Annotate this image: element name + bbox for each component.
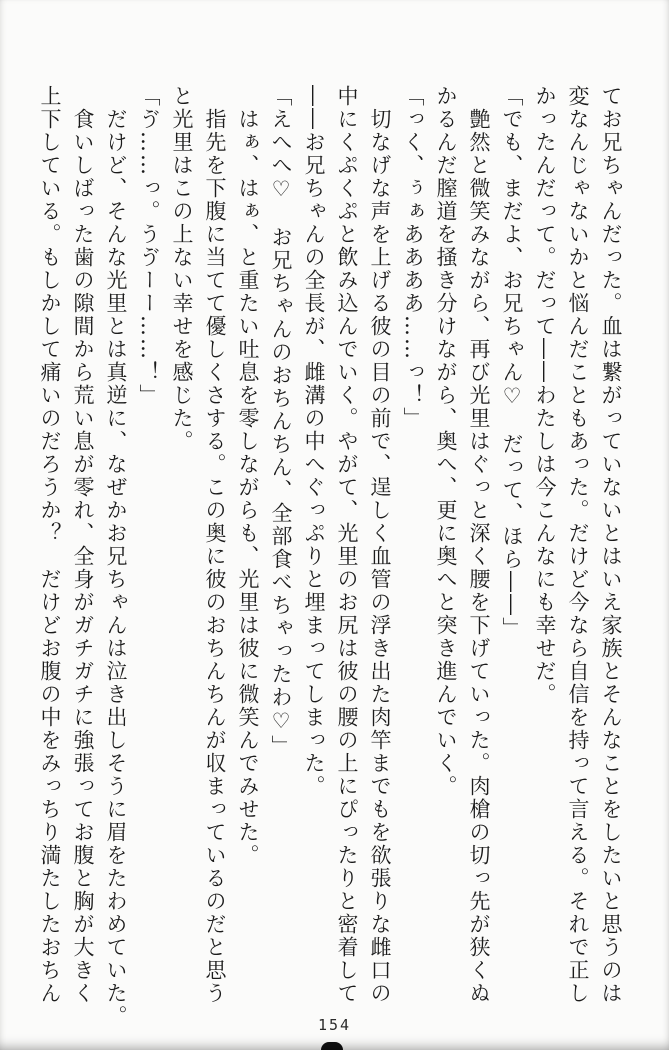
text-column: 指先を下腹に当てて優しくさする。この奥に彼のおちんちんが収まっているのだと思う	[203, 85, 227, 1005]
text-column: 中にくぷくぷと飲み込んでいく。やがて、光里のお尻は彼の腰の上にぴったりと密着して	[335, 85, 359, 1005]
text-column: だけど、そんな光里とは真逆に、なぜかお兄ちゃんは泣き出しそうに眉をたわめていた。	[104, 85, 128, 1028]
text-column: と光里はこの上ない幸せを感じた。	[170, 85, 194, 453]
text-column: かったんだって。だって――わたしは今こんなにも幸せだ。	[533, 85, 557, 706]
text-column: 「でも、まだよ、お兄ちゃん♡ だって、ほら――」	[500, 85, 524, 640]
text-column: 「ゔ……っ。うゔーー……！」	[137, 85, 161, 407]
text-column: 「えへへ♡ お兄ちゃんのおちんちん、全部食べちゃったわ♡」	[269, 85, 293, 758]
text-column: 艶然と微笑みながら、再び光里はぐっと深く腰を下げていった。肉槍の切っ先が狭くぬ	[467, 85, 491, 1005]
text-column: かるんだ膣道を掻き分けながら、奥へ、更に奥へと突き進んでいく。	[434, 85, 458, 798]
text-column: てお兄ちゃんだった。血は繋がっていないとはいえ家族とそんなことをしたいと思うのは	[599, 85, 623, 1005]
text-column: 切なげな声を上げる彼の目の前で、逞しく血管の浮き出た肉竿までもを欲張りな雌口の	[368, 85, 392, 1005]
text-column: ――お兄ちゃんの全長が、雌溝の中へぐっぷりと埋まってしまった。	[302, 85, 326, 798]
text-column: 食いしばった歯の隙間から荒い息が零れ、全身がガチガチに強張ってお腹と胸が大きく	[71, 85, 95, 1005]
text-column: 上下している。もしかして痛いのだろうか？ だけどお腹の中をみっちり満たしたおちん	[38, 85, 62, 1005]
page-number: 154	[317, 1016, 352, 1034]
binding-mark	[321, 1042, 343, 1050]
text-column: はぁ、はぁ、と重たい吐息を零しながらも、光里は彼に微笑んでみせた。	[236, 85, 260, 867]
text-column: 「っく、ぅぁああああ……っ！」	[401, 85, 425, 430]
text-column: 変なんじゃないかと悩んだこともあった。だけど今なら自信を持って言える。それで正し	[566, 85, 590, 1005]
